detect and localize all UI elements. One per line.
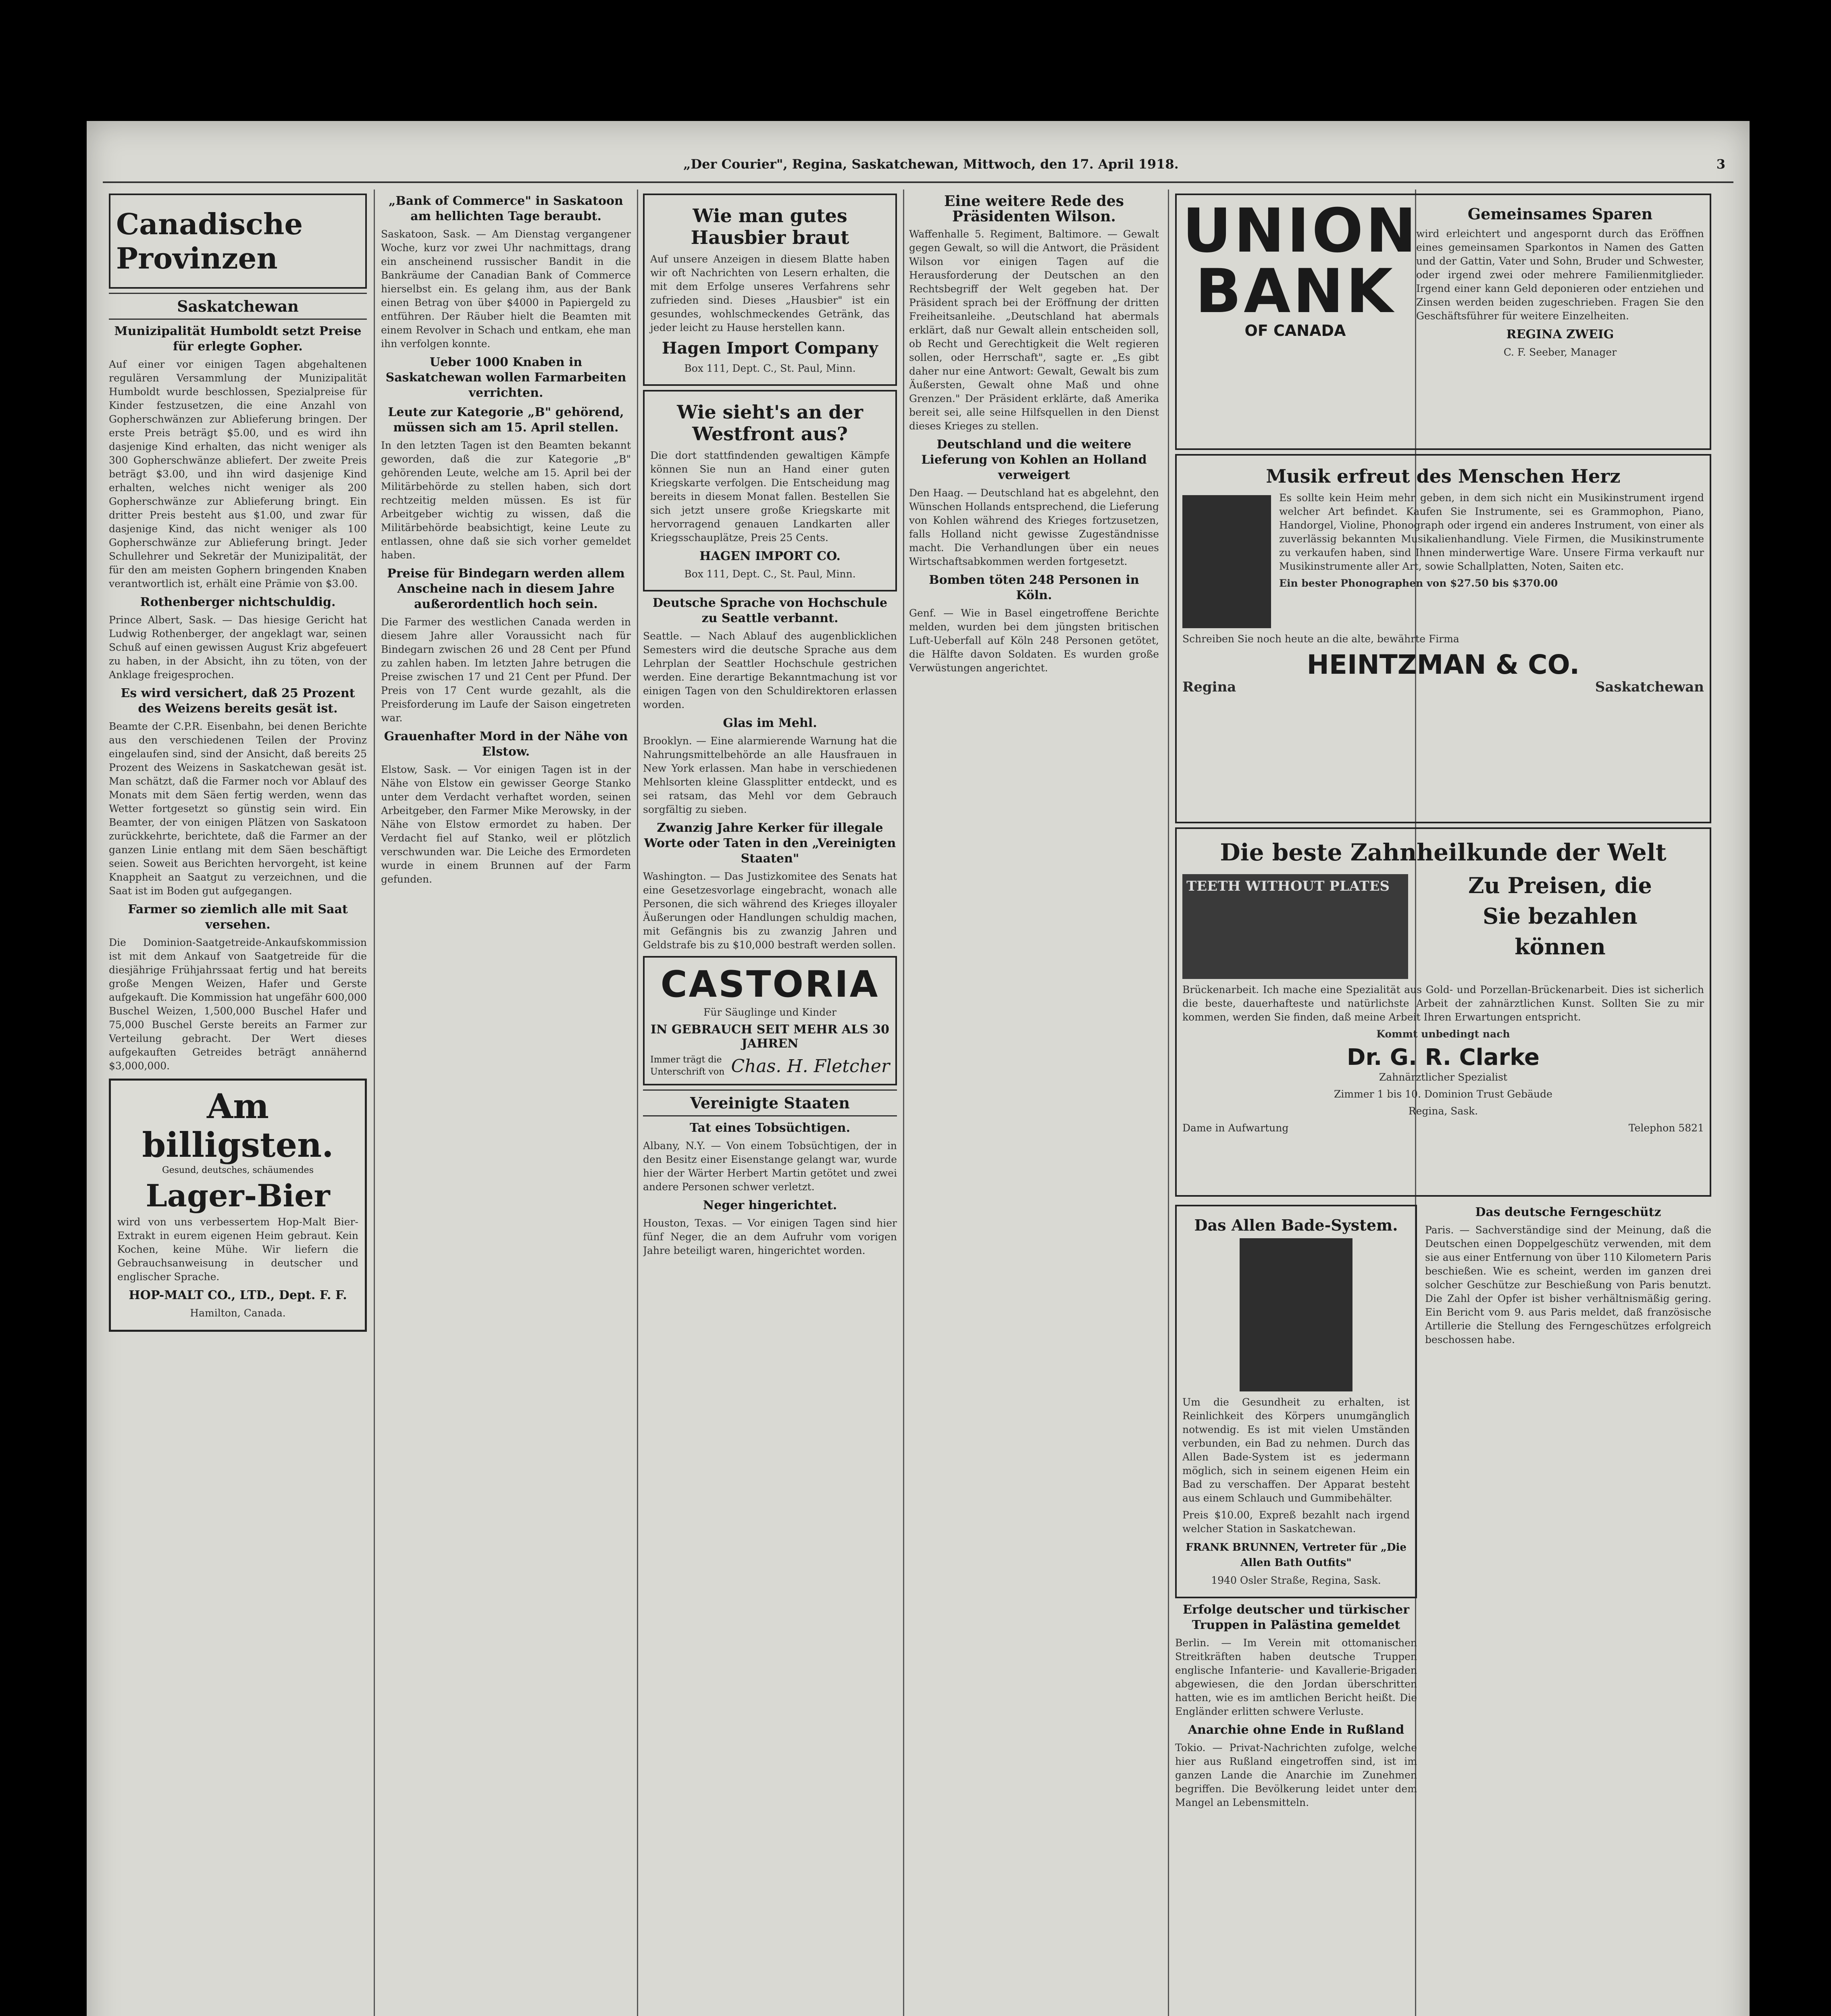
ad-subtitle: Sie bezahlen bbox=[1483, 903, 1637, 929]
ad-title: CASTORIA bbox=[660, 963, 880, 1006]
bath-image bbox=[1240, 1238, 1352, 1391]
article-body: Washington. — Das Justizkomitee des Senats hat eine Gesetzesvorlage eingebracht, wonach alle Personen, die sich während des Krieges illoyaler Äußerungen oder Handlungen schuldig machen, mit Gefängnis bis zu zwanzig Jahren und Geldstrafe bis zu $10,000 bestraft werden sollen. bbox=[643, 871, 897, 951]
ad-company: HOP-MALT CO., LTD., Dept. F. F. bbox=[129, 1288, 347, 1302]
section-banner bbox=[109, 194, 367, 289]
ad-city: Regina, Sask. bbox=[1408, 1105, 1478, 1117]
bank-name: UNION BANK bbox=[1182, 196, 1419, 327]
article-headline: Erfolge deutscher und türkischer Truppen in Palästina gemeldet bbox=[1182, 1603, 1410, 1632]
column-rule bbox=[903, 190, 904, 2016]
ad-body: Die dort stattfindenden gewaltigen Kämpfe können Sie nun an Hand einer guten Kriegskarte verfolgen. Die Entscheidung mag bereits in diesem Monat fallen. Bestellen Sie sich jetzt unsere große Kriegskarte mit hervorragend genauen Landkarten aller Kriegsschauplätze, Preis 25 Cents. bbox=[650, 450, 890, 544]
column-rule bbox=[1168, 190, 1169, 2016]
castoria-ad bbox=[643, 956, 897, 1085]
article-headline: Preise für Bindegarn werden allem Anscheine nach in diesem Jahre außerordentlich hoch sein. bbox=[387, 566, 625, 611]
ad-company: HEINTZMAN & CO. bbox=[1307, 649, 1580, 680]
bank-subtitle: OF CANADA bbox=[1244, 322, 1346, 339]
column-rule bbox=[374, 190, 375, 2016]
article-body: Paris. — Sachverständige sind der Meinung, daß die Deutschen einen Doppelgeschütz verwenden, mit dem sie aus einer Entfernung von über 110 Kilometern Paris beschießen. Wie es scheint, werden im ganzen drei solcher Geschütze zur Beschießung von Paris benutzt. Die Zahl der Opfer ist bisher verhältnismäßig gering. Ein Bericht vom 9. aus Paris meldet, daß französische Artillerie die Stellung des Ferngeschützes erfolgreich beschossen habe. bbox=[1425, 1224, 1711, 1345]
article-body: Beamte der C.P.R. Eisenbahn, bei denen Berichte aus den verschiedenen Teilen der Provinz eingelaufen sind, sind der Ansicht, daß bereits 25 Prozent des Weizens in Saskatchewan gesät ist. Man schätzt, daß die Farmer noch vor Ablauf des Monats mit dem Säen fertig werden, wenn das Wetter fortgesetzt so günstig sein wird. Ein Beamter, der von einigen Plätzen von Saskatoon zurückkehrte, berichtete, daß die Farmer an der ganzen Linie entlang mit dem Säen beschäftigt seien. Soweit aus Berichten hervorgeht, ist keine Knappheit an Saatgut zu verzeichnen, und die Saat ist im Boden gut aufgegangen. bbox=[109, 721, 367, 897]
article-headline: Farmer so ziemlich alle mit Saat versehen. bbox=[128, 902, 348, 932]
column-1 bbox=[109, 190, 367, 2016]
article-headline: Das deutsche Ferngeschütz bbox=[1475, 1205, 1661, 1219]
ad-signature: Chas. H. Fletcher bbox=[731, 1056, 890, 1077]
article-body: Tokio. — Privat-Nachrichten zufolge, welche hier aus Rußland eingetroffen sind, ist im ganzen Lande die Anarchie im Zunehmen begriffen. Die Bevölkerung leidet unter dem Mangel an Lebensmitteln. bbox=[1175, 1742, 1417, 1808]
ad-lady: Dame in Aufwartung bbox=[1182, 1122, 1289, 1134]
article-headline: Leute zur Kategorie „B" gehörend, müssen sich am 15. April stellen. bbox=[388, 405, 624, 435]
ad-offer: Ein bester Phonographen von $27.50 bis $370.00 bbox=[1279, 577, 1558, 589]
article-headline: Deutsche Sprache von Hochschule zu Seattle verbannt. bbox=[652, 596, 888, 625]
article-body: Prince Albert, Sask. — Das hiesige Gericht hat Ludwig Rothenberger, der angeklagt war, seinen Schuß auf einen gewissen August Kriz abgefeuert zu haben, in der Absicht, ihn zu töten, von der Anklage freigesprochen. bbox=[109, 614, 367, 681]
article-headline: Anarchie ohne Ende in Rußland bbox=[1188, 1723, 1404, 1737]
article-headline: Tat eines Tobsüchtigen. bbox=[689, 1121, 851, 1135]
article-body: Berlin. — Im Verein mit ottomanischen Streitkräften haben deutsche Truppen englische Infanterie- und Kavallerie-Brigaden abgewiesen, die den Jordan überschritten hatten, wie es im amtlichen Bericht heißt. Die Engländer erlitten schwere Verluste. bbox=[1175, 1637, 1417, 1717]
article-headline: Bomben töten 248 Personen in Köln. bbox=[929, 573, 1139, 602]
column-rule bbox=[637, 190, 638, 2016]
section-title: Canadische Provinzen bbox=[116, 207, 303, 275]
article-headline: Grauenhafter Mord in der Nähe von Elstow. bbox=[384, 729, 628, 759]
article-headline: Eine weitere Rede des Präsidenten Wilson. bbox=[944, 193, 1124, 225]
ad-company: HAGEN IMPORT CO. bbox=[699, 549, 841, 563]
teeth-image bbox=[1182, 874, 1408, 979]
phonograph-image bbox=[1182, 495, 1271, 628]
bank-manager: C. F. Seeber, Manager bbox=[1503, 346, 1617, 358]
ad-title: Die beste Zahnheilkunde der Welt bbox=[1220, 839, 1667, 866]
column-4 bbox=[909, 190, 1159, 2016]
ad-body: Brückenarbeit. Ich mache eine Spezialität aus Gold- und Porzellan-Brückenarbeit. Dies ist sicherlich die beste, dauerhafteste und natürlichste Arbeit der zahnärztlichen Kunst. Sollten Sie zu mir kommen, werden Sie finden, daß meine Arbeit Ihren Erwartungen entspricht. bbox=[1182, 984, 1704, 1023]
article-headline: Es wird versichert, daß 25 Prozent des Weizens bereits gesät ist. bbox=[121, 686, 355, 716]
ad-doctor: Dr. G. R. Clarke bbox=[1347, 1044, 1540, 1070]
ad-signature-label: Immer trägt die Unterschrift von bbox=[650, 1055, 725, 1077]
westfront-ad bbox=[643, 390, 897, 591]
column-3 bbox=[643, 190, 897, 2016]
article-body: Den Haag. — Deutschland hat es abgelehnt, den Wünschen Hollands entsprechend, die Lieferung von Kohlen während des Krieges fortzusetzen, falls Holland nicht gewisse Zugeständnisse macht. Die Verhandlungen über ein neues Wirtschaftsabkommen werden fortgesetzt. bbox=[909, 487, 1159, 567]
ad-title: Wie sieht's an der Westfront aus? bbox=[677, 401, 863, 445]
ad-place: Hamilton, Canada. bbox=[190, 1307, 286, 1319]
column-5 bbox=[1175, 190, 1711, 2016]
article-body: Waffenhalle 5. Regiment, Baltimore. — Gewalt gegen Gewalt, so will die Antwort, die Präsident Wilson vor einigen Tagen auf die Herausforderung der Deutschen an den Rechtsbegriff der Welt gegeben hat. Der Präsident sprach bei der Eröffnung der dritten Freiheitsanleihe. „Deutschland hat abermals erklärt, daß nur Gewalt allein entscheiden soll, ob Recht und Gerechtigkeit die Welt regieren sollen, oder Herrschaft", sagte er. „Es gibt daher nur eine Antwort: Gewalt, Gewalt bis zum Äußersten, Gewalt ohne Maß und ohne Grenzen." Der Präsident erklärte, daß Amerika bereit sei, alle seine Hilfsquellen in den Dienst dieses Krieges zu stellen. bbox=[909, 228, 1159, 432]
section-title: Vereinigte Staaten bbox=[643, 1089, 897, 1116]
ad-address: Box 111, Dept. C., St. Paul, Minn. bbox=[684, 362, 856, 374]
ad-title: Musik erfreut des Menschen Herz bbox=[1266, 465, 1621, 487]
article-headline: Neger hingerichtet. bbox=[703, 1198, 837, 1212]
running-header bbox=[87, 156, 1750, 181]
ad-city: Regina bbox=[1182, 679, 1236, 695]
ad-note: Kommt unbedingt nach bbox=[1376, 1028, 1510, 1040]
ad-body: Auf unsere Anzeigen in diesem Blatte haben wir oft Nachrichten von Lesern erhalten, die mit dem Erfolge unseres Verfahrens sehr zufrieden sind. Dieses „Hausbier" ist ein gesundes, wohlschmeckendes Getränk, das jeder leicht zu Hause herstellen kann. bbox=[650, 253, 890, 333]
article-body: Elstow, Sask. — Vor einigen Tagen ist in der Nähe von Elstow ein gewisser George Stanko unter dem Verdacht verhaftet worden, seinen Arbeitgeber, den Farmer Mike Merowsky, in der Nähe von Elstow ermordet zu haben. Der Verdacht fiel auf Stanko, weil er plötzlich verschwunden war. Die Leiche des Ermordeten wurde in einem Brunnen auf der Farm gefunden. bbox=[381, 764, 631, 885]
ad-product: Lager-Bier bbox=[146, 1178, 330, 1214]
article-body: Genf. — Wie in Basel eingetroffene Berichte melden, wurden bei dem jüngsten britischen Luft-Ueberfall auf Köln 248 Personen getötet, die Hälfte davon Soldaten. Es wurden große Verwüstungen angerichtet. bbox=[909, 607, 1159, 674]
bank-box-title: Gemeinsames Sparen bbox=[1467, 205, 1653, 223]
ad-address: 1940 Osler Straße, Regina, Sask. bbox=[1211, 1574, 1381, 1586]
article-body: Auf einer vor einigen Tagen abgehaltenen regulären Versammlung der Munizipalität Humboldt wurde beschlossen, Spezialpreise für Kinder festzusetzen, die eine Anzahl von Gopherschwänzen zur Ablieferung bringen. Der erste Preis beträgt $5.00, und es wird ihn dasjenige Kind erhalten, das nicht weniger als 300 Gopherschwänze abliefert. Der zweite Preis beträgt $3.00, und ihn wird dasjenige Kind erhalten, welches nicht weniger als 200 Gopherschwänze zur Ablieferung bringt. Ein dritter Preis besteht aus $1.00, und zwar für dasjenige Kind, das nicht weniger als 100 Gopherschwänze zur Ablieferung bringt. Jeder Schullehrer und Sekretär der Munizipalität, der für den am meisten Gophern bringenden Knaben verantwortlich ist, erhält eine Prämie von $3.00. bbox=[109, 358, 367, 589]
bank-box-body: wird erleichtert und angespornt durch das Eröffnen eines gemeinsamen Sparkontos in Namen des Gatten und der Gattin, Vater und Sohn, Bruder und Schwester, oder irgend zwei oder mehrere Familienmitglieder. Irgend einer kann Geld deponieren oder entziehen und Zinsen werden beiden zugeschrieben. Fragen Sie den Geschäftsführer für weitere Einzelheiten. bbox=[1416, 228, 1704, 322]
ad-title: Das Allen Bade-System. bbox=[1194, 1216, 1398, 1234]
newspaper-page bbox=[87, 121, 1750, 2016]
article-headline: Zwanzig Jahre Kerker für illegale Worte oder Taten in den „Vereinigten Staaten" bbox=[644, 821, 896, 866]
ad-note: Schreiben Sie noch heute an die alte, bewährte Firma bbox=[1182, 633, 1459, 645]
ad-line: IN GEBRAUCH SEIT MEHR ALS 30 JAHREN bbox=[650, 1023, 890, 1051]
article-headline: „Bank of Commerce" in Saskatoon am hellichten Tage beraubt. bbox=[389, 194, 623, 223]
union-bank-ad bbox=[1175, 194, 1711, 450]
ad-company: FRANK BRUNNEN, Vertreter für „Die Allen Bath Outfits" bbox=[1186, 1541, 1407, 1569]
article-headline: Rothenberger nichtschuldig. bbox=[140, 595, 336, 609]
dentist-ad bbox=[1175, 827, 1711, 1197]
article-body: Saskatoon, Sask. — Am Dienstag vergangener Woche, kurz vor zwei Uhr nachmittags, drang ein anscheinend russischer Bandit in die Bankräume der Canadian Bank of Commerce hierselbst ein. Es gelang ihm, aus der Bank einen Betrag von über $4000 in Papiergeld zu entführen. Der Räuber hielt die Beamten mit einem Revolver in Schach und entkam, ehe man ihn verfolgen konnte. bbox=[381, 228, 631, 350]
bath-system-ad bbox=[1175, 1205, 1417, 1598]
article-headline: Deutschland und die weitere Lieferung von Kohlen an Holland verweigert bbox=[921, 437, 1147, 482]
article-body: Brooklyn. — Eine alarmierende Warnung hat die Nahrungsmittelbehörde an alle Hausfrauen in New York erlassen. Man habe in verschiedenen Mehlsorten kleine Glassplitter entdeckt, und es sei ratsam, das Mehl vor dem Gebrauch sorgfältig zu sieben. bbox=[643, 735, 897, 815]
page-number: 3 bbox=[1716, 156, 1725, 172]
ad-address: Zimmer 1 bis 10. Dominion Trust Gebäude bbox=[1334, 1088, 1552, 1100]
ad-title: Am billigsten. bbox=[142, 1086, 334, 1165]
ad-role: Zahnärztlicher Spezialist bbox=[1379, 1071, 1508, 1083]
article-body: Seattle. — Nach Ablauf des augenblicklichen Semesters wird die deutsche Sprache aus dem Lehrplan der Seattler Hochschule gestrichen werden. Eine derartige Bekanntmachung ist vor einigen Tagen von den Schuldirektoren erlassen worden. bbox=[643, 630, 897, 710]
article-body: Die Farmer des westlichen Canada werden in diesem Jahre aller Voraussicht nach für Bindegarn zwischen 26 und 28 Cent per Pfund zu zahlen haben. Im letzten Jahre betrugen die Preise zwischen 17 und 21 Cent per Pfund. Der Preis von 17 Cent wurde gezahlt, als die Preisforderung im Laufe der Saison eingetreten war. bbox=[381, 616, 631, 724]
ad-body: Um die Gesundheit zu erhalten, ist Reinlichkeit des Körpers unumgänglich notwendig. Es ist mit vielen Umständen verbunden, ein Bad zu nehmen. Durch das Allen Bade-System ist es jedermann möglich, sich in seinem eigenen Heim ein Bad zu verschaffen. Der Apparat besteht aus einem Schlauch und Gummibehälter. bbox=[1182, 1396, 1410, 1504]
ad-price: Preis $10.00, Expreß bezahlt nach irgend welcher Station in Saskatchewan. bbox=[1182, 1509, 1410, 1535]
article-headline: Ueber 1000 Knaben in Saskatchewan wollen Farmarbeiten verrichten. bbox=[385, 355, 626, 400]
header-rule bbox=[103, 181, 1733, 183]
ad-tagline: Gesund, deutsches, schäumendes bbox=[162, 1165, 314, 1175]
hausbier-ad bbox=[643, 194, 897, 386]
ad-subtitle: können bbox=[1515, 934, 1606, 960]
running-head-text: „Der Courier", Regina, Saskatchewan, Mittwoch, den 17. April 1918. bbox=[683, 156, 1179, 172]
ad-body: wird von uns verbessertem Hop-Malt Bier-Extrakt in eurem eigenen Heim gebraut. Kein Kochen, keine Mühe. Wir liefern die Gebrauchsanweisung in deutscher und englischer Sprache. bbox=[117, 1216, 358, 1283]
lager-bier-ad bbox=[109, 1079, 367, 1332]
article-body: Albany, N.Y. — Von einem Tobsüchtigen, der in den Besitz einer Eisenstange gelangt war, wurde hier der Wärter Herbert Martin getötet und zwei andere Personen schwer verletzt. bbox=[643, 1140, 897, 1193]
article-body: In den letzten Tagen ist den Beamten bekannt geworden, daß die zur Kategorie „B" gehörenden Leute, welche am 15. April bei der Militärbehörde zu stellen haben, sich dort rechtzeitig melden müssen. Es ist für Arbeitgeber wichtig zu wissen, daß die Militärbehörde beabsichtigt, keine Leute zu entlassen, ohne daß sie sich vorher gemeldet haben. bbox=[381, 439, 631, 561]
ad-province: Saskatchewan bbox=[1595, 679, 1704, 695]
ad-phone: Telephon 5821 bbox=[1628, 1122, 1704, 1134]
bank-branch: REGINA ZWEIG bbox=[1506, 327, 1614, 342]
column-2 bbox=[381, 190, 631, 2016]
article-headline: Munizipalität Humboldt setzt Preise für erlegte Gopher. bbox=[114, 324, 362, 354]
ad-company: Hagen Import Company bbox=[662, 339, 878, 358]
ad-address: Box 111, Dept. C., St. Paul, Minn. bbox=[684, 568, 856, 580]
article-headline: Glas im Mehl. bbox=[723, 716, 817, 730]
teeth-image-label: TEETH WITHOUT PLATES bbox=[1186, 878, 1390, 894]
heintzman-ad bbox=[1175, 454, 1711, 823]
article-body: Houston, Texas. — Vor einigen Tagen sind hier fünf Neger, die an dem Aufruhr vom vorigen Jahre beteiligt waren, hingerichtet worden. bbox=[643, 1217, 897, 1256]
subsection-title: Saskatchewan bbox=[109, 293, 367, 320]
article-body: Die Dominion-Saatgetreide-Ankaufskommission ist mit dem Ankauf von Saatgetreide für die diesjährige Frühjahrssaat fertig und hat bereits große Mengen Weizen, Hafer und Gerste aufgekauft. Die Kommission hat ungefähr 600,000 Buschel Weizen, 1,500,000 Buschel Hafer und 75,000 Buschel Gerste bereits an Farmer zur Verteilung gebracht. Der Wert dieses aufgekauften Getreides beträgt annähernd $3,000,000. bbox=[109, 937, 367, 1072]
ad-title: Wie man gutes Hausbier braut bbox=[691, 205, 849, 248]
ad-body: Es sollte kein Heim mehr geben, in dem sich nicht ein Musikinstrument irgend welcher Art befindet. Kaufen Sie Instrumente, sei es Grammophon, Piano, Handorgel, Violine, Phonograph oder irgend ein anderes Instrument, von einer als zuverlässig bekannten Musikalienhandlung. Viele Firmen, die Musikinstrumente zu verkaufen haben, sind Ihnen minderwertige Ware. Unsere Firma verkauft nur Musikinstrumente aller Art, sowie Schallplatten, Noten, Saiten etc. bbox=[1279, 492, 1704, 572]
ad-subtitle: Für Säuglinge und Kinder bbox=[703, 1006, 836, 1018]
ad-subtitle: Zu Preisen, die bbox=[1468, 873, 1652, 898]
